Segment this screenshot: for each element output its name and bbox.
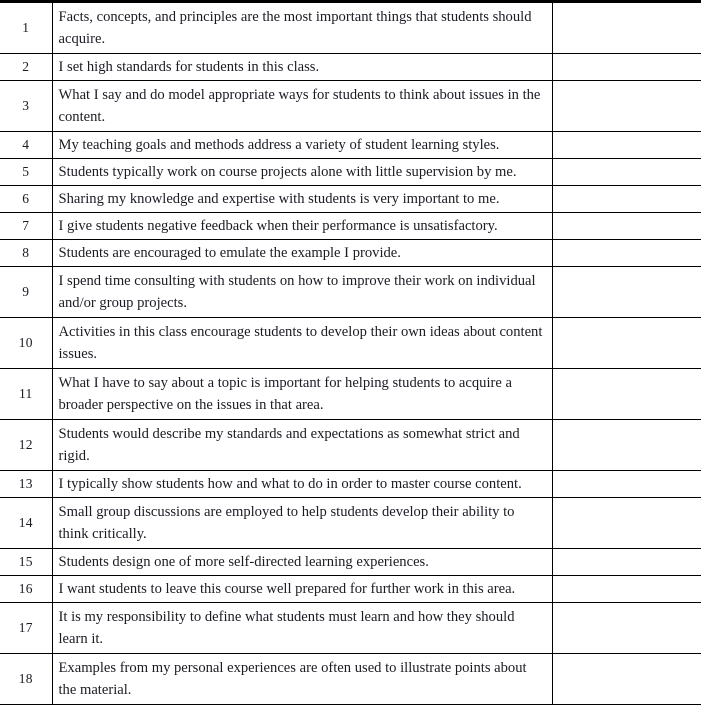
table-row [0, 471, 701, 498]
table-row [0, 654, 701, 705]
table-row [0, 369, 701, 420]
table-row [0, 132, 701, 159]
table-row [0, 318, 701, 369]
statement-cell: I want students to leave this course well prepared for further work in this area. [52, 576, 552, 603]
row-number-cell: 11 [0, 369, 52, 420]
row-number-cell: 16 [0, 576, 52, 603]
table-row [0, 54, 701, 81]
response-cell[interactable] [552, 654, 701, 705]
table-row [0, 498, 701, 549]
response-cell[interactable] [552, 2, 701, 54]
statement-cell: Students are encouraged to emulate the example I provide. [52, 240, 552, 267]
statement-cell: What I have to say about a topic is important for helping students to acquire a broader perspective on the issues in that area. [52, 369, 552, 420]
response-cell[interactable] [552, 81, 701, 132]
row-number-cell: 2 [0, 54, 52, 81]
response-cell[interactable] [552, 549, 701, 576]
response-cell[interactable] [552, 471, 701, 498]
response-cell[interactable] [552, 498, 701, 549]
response-cell[interactable] [552, 603, 701, 654]
response-cell[interactable] [552, 318, 701, 369]
row-number-cell: 12 [0, 420, 52, 471]
statement-cell: Students typically work on course projects alone with little supervision by me. [52, 159, 552, 186]
row-number-cell: 1 [0, 2, 52, 54]
table-row [0, 186, 701, 213]
statement-cell: I set high standards for students in this class. [52, 54, 552, 81]
table-row [0, 549, 701, 576]
row-number-cell: 14 [0, 498, 52, 549]
statement-cell: Students design one of more self-directed learning experiences. [52, 549, 552, 576]
response-cell[interactable] [552, 54, 701, 81]
row-number-cell: 7 [0, 213, 52, 240]
statement-cell: Examples from my personal experiences are often used to illustrate points about the material. [52, 654, 552, 705]
statement-cell: Students would describe my standards and expectations as somewhat strict and rigid. [52, 420, 552, 471]
response-cell[interactable] [552, 369, 701, 420]
statement-cell: I spend time consulting with students on how to improve their work on individual and/or group projects. [52, 267, 552, 318]
response-cell[interactable] [552, 240, 701, 267]
response-cell[interactable] [552, 267, 701, 318]
row-number-cell: 10 [0, 318, 52, 369]
table-row [0, 81, 701, 132]
row-number-cell: 18 [0, 654, 52, 705]
response-cell[interactable] [552, 132, 701, 159]
statement-cell: I typically show students how and what to do in order to master course content. [52, 471, 552, 498]
statement-cell: It is my responsibility to define what students must learn and how they should learn it. [52, 603, 552, 654]
response-cell[interactable] [552, 213, 701, 240]
table-row [0, 420, 701, 471]
table-row [0, 576, 701, 603]
row-number-cell: 6 [0, 186, 52, 213]
response-cell[interactable] [552, 420, 701, 471]
table-row [0, 267, 701, 318]
row-number-cell: 15 [0, 549, 52, 576]
response-cell[interactable] [552, 159, 701, 186]
statement-cell: Sharing my knowledge and expertise with students is very important to me. [52, 186, 552, 213]
table-row [0, 240, 701, 267]
statement-cell: My teaching goals and methods address a variety of student learning styles. [52, 132, 552, 159]
row-number-cell: 4 [0, 132, 52, 159]
response-cell[interactable] [552, 576, 701, 603]
row-number-cell: 17 [0, 603, 52, 654]
table-row [0, 159, 701, 186]
row-number-cell: 3 [0, 81, 52, 132]
statement-cell: I give students negative feedback when their performance is unsatisfactory. [52, 213, 552, 240]
response-cell[interactable] [552, 186, 701, 213]
statement-cell: Facts, concepts, and principles are the most important things that students should acquire. [52, 2, 552, 54]
row-number-cell: 8 [0, 240, 52, 267]
inventory-table-body [0, 2, 701, 705]
table-row [0, 603, 701, 654]
row-number-cell: 9 [0, 267, 52, 318]
statement-cell: Activities in this class encourage students to develop their own ideas about content issues. [52, 318, 552, 369]
row-number-cell: 5 [0, 159, 52, 186]
table-row [0, 213, 701, 240]
statement-cell: What I say and do model appropriate ways for students to think about issues in the content. [52, 81, 552, 132]
table-row [0, 2, 701, 54]
statement-cell: Small group discussions are employed to help students develop their ability to think critically. [52, 498, 552, 549]
row-number-cell: 13 [0, 471, 52, 498]
